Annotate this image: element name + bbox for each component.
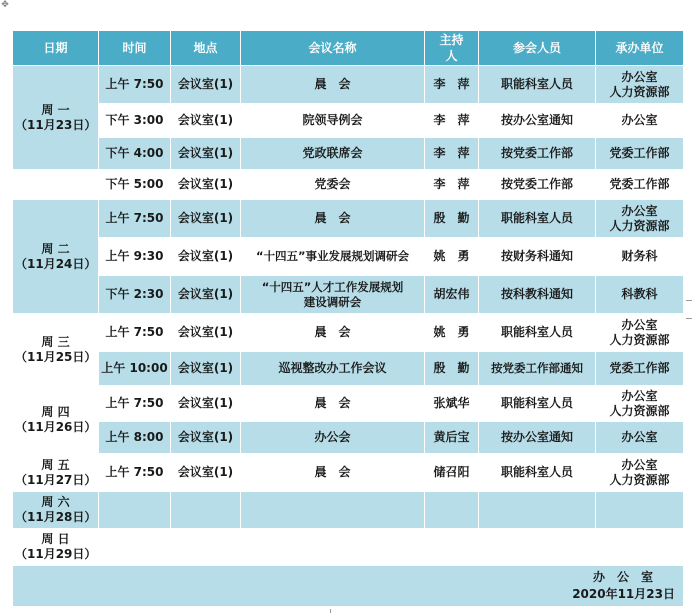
host-cell: 李 萍 [425, 66, 479, 104]
header-time: 时间 [99, 31, 171, 66]
place-cell: 会议室(1) [171, 170, 241, 200]
host-cell: 李 萍 [425, 138, 479, 170]
meeting-name-cell: 党委会 [241, 170, 425, 200]
empty-cell [425, 492, 479, 529]
host-cell: 殷 勤 [425, 352, 479, 386]
attendees-cell: 职能科室人员 [479, 200, 596, 238]
time-cell: 下午 5:00 [99, 170, 171, 200]
place-cell: 会议室(1) [171, 276, 241, 314]
place-cell: 会议室(1) [171, 200, 241, 238]
attendees-cell: 按科教科通知 [479, 276, 596, 314]
day-cell-empty [13, 170, 99, 200]
margin-marker [686, 300, 692, 301]
place-cell: 会议室(1) [171, 238, 241, 276]
empty-cell [99, 529, 171, 566]
time-cell: 下午 3:00 [99, 104, 171, 138]
place-cell: 会议室(1) [171, 314, 241, 352]
table-row [13, 138, 684, 170]
day-date: （11月23日） [15, 117, 97, 132]
host-cell: 李 萍 [425, 104, 479, 138]
table-row [13, 276, 684, 314]
unit-line: 人力资源部 [609, 472, 670, 487]
empty-cell [479, 492, 596, 529]
attendees-cell: 按党委工作部 [479, 170, 596, 200]
unit-cell [596, 200, 684, 238]
empty-cell [241, 492, 425, 529]
empty-cell [171, 529, 241, 566]
footer-org: 办 公 室 [592, 570, 653, 584]
unit-line: 办公室 [621, 317, 658, 332]
day-cell-wednesday [13, 314, 99, 386]
day-cell-sunday [13, 529, 99, 566]
day-cell-saturday [13, 492, 99, 529]
place-cell: 会议室(1) [171, 422, 241, 454]
time-cell: 上午 7:50 [99, 454, 171, 492]
unit-line: 办公室 [621, 203, 658, 218]
footer-signature [13, 566, 684, 607]
place-cell: 会议室(1) [171, 352, 241, 386]
meeting-schedule-table [12, 30, 684, 607]
header-meeting-name: 会议名称 [241, 31, 425, 66]
unit-cell [596, 314, 684, 352]
time-cell: 上午 10:00 [99, 352, 171, 386]
table-row [13, 314, 684, 352]
attendees-cell: 按财务科通知 [479, 238, 596, 276]
unit-cell: 财务科 [596, 238, 684, 276]
meeting-name-line: “十四五”人才工作发展规划 [261, 279, 404, 294]
unit-cell: 办公室 [596, 422, 684, 454]
host-cell: 张斌华 [425, 386, 479, 422]
day-label: 周 一 [41, 102, 70, 117]
attendees-cell: 按办公室通知 [479, 104, 596, 138]
meeting-name-cell: 晨 会 [241, 200, 425, 238]
attendees-cell: 职能科室人员 [479, 386, 596, 422]
unit-line: 人力资源部 [609, 403, 670, 418]
header-unit: 承办单位 [596, 31, 684, 66]
table-row [13, 529, 684, 566]
unit-cell [596, 454, 684, 492]
empty-cell [171, 492, 241, 529]
empty-cell [241, 529, 425, 566]
day-date: （11月29日） [15, 547, 97, 561]
unit-cell: 办公室 [596, 104, 684, 138]
place-cell: 会议室(1) [171, 386, 241, 422]
meeting-name-cell: 晨 会 [241, 66, 425, 104]
meeting-name-cell: 党政联席会 [241, 138, 425, 170]
day-label: 周 四 [41, 404, 70, 419]
day-cell-friday [13, 454, 99, 492]
table-anchor-icon[interactable]: ✥ [1, 0, 9, 10]
unit-cell: 科教科 [596, 276, 684, 314]
meeting-name-cell: 晨 会 [241, 386, 425, 422]
host-cell: 姚 勇 [425, 314, 479, 352]
time-cell: 上午 7:50 [99, 314, 171, 352]
attendees-cell: 职能科室人员 [479, 66, 596, 104]
place-cell: 会议室(1) [171, 454, 241, 492]
place-cell: 会议室(1) [171, 104, 241, 138]
place-cell: 会议室(1) [171, 66, 241, 104]
meeting-name-cell: 晨 会 [241, 314, 425, 352]
time-cell: 上午 7:50 [99, 200, 171, 238]
meeting-name-cell [241, 276, 425, 314]
unit-line: 办公室 [621, 457, 658, 472]
table-row [13, 454, 684, 492]
meeting-name-cell: 办公会 [241, 422, 425, 454]
attendees-cell: 职能科室人员 [479, 454, 596, 492]
unit-line: 人力资源部 [609, 218, 670, 233]
meeting-name-cell: 晨 会 [241, 454, 425, 492]
day-label: 周 三 [41, 334, 70, 349]
table-row [13, 66, 684, 104]
day-cell-tuesday [13, 200, 99, 314]
attendees-cell: 职能科室人员 [479, 314, 596, 352]
table-header-row [13, 31, 684, 66]
day-label: 周 二 [41, 241, 70, 256]
day-date: （11月27日） [15, 472, 97, 487]
header-attendees: 参会人员 [479, 31, 596, 66]
empty-cell [425, 529, 479, 566]
meeting-name-cell: 巡视整改办工作会议 [241, 352, 425, 386]
day-cell-thursday [13, 386, 99, 454]
footer-date: 2020年11月23日 [572, 587, 675, 601]
header-host: 主持人 [425, 31, 479, 66]
time-cell: 上午 8:00 [99, 422, 171, 454]
footer-row [13, 566, 684, 607]
unit-line: 人力资源部 [609, 332, 670, 347]
host-cell: 姚 勇 [425, 238, 479, 276]
day-label: 周 六 [41, 495, 70, 509]
table-row [13, 104, 684, 138]
table-row [13, 422, 684, 454]
attendees-cell: 按党委工作部 [479, 138, 596, 170]
unit-cell: 党委工作部 [596, 170, 684, 200]
empty-cell [596, 529, 684, 566]
unit-cell: 党委工作部 [596, 352, 684, 386]
day-label: 周 日 [41, 532, 70, 546]
table-row [13, 238, 684, 276]
margin-marker [686, 318, 692, 319]
time-cell: 上午 9:30 [99, 238, 171, 276]
attendees-cell: 按党委工作部通知 [479, 352, 596, 386]
host-cell: 黄后宝 [425, 422, 479, 454]
table-row [13, 352, 684, 386]
day-label: 周 五 [41, 457, 70, 472]
attendees-cell: 按办公室通知 [479, 422, 596, 454]
day-date: （11月26日） [15, 419, 97, 434]
unit-cell [596, 386, 684, 422]
day-date: （11月24日） [15, 256, 97, 271]
table-row [13, 386, 684, 422]
meeting-name-cell: 院领导例会 [241, 104, 425, 138]
place-cell: 会议室(1) [171, 138, 241, 170]
time-cell: 下午 2:30 [99, 276, 171, 314]
table-row [13, 170, 684, 200]
day-date: （11月28日） [15, 510, 97, 524]
empty-cell [596, 492, 684, 529]
unit-line: 办公室 [621, 69, 658, 84]
header-place: 地点 [171, 31, 241, 66]
meeting-name-cell: “十四五”事业发展规划调研会 [241, 238, 425, 276]
table-row [13, 200, 684, 238]
day-cell-monday [13, 66, 99, 170]
unit-line: 人力资源部 [609, 84, 670, 99]
empty-cell [99, 492, 171, 529]
margin-marker [330, 609, 331, 613]
unit-cell [596, 66, 684, 104]
host-cell: 储召阳 [425, 454, 479, 492]
host-cell: 殷 勤 [425, 200, 479, 238]
table-row [13, 492, 684, 529]
empty-cell [479, 529, 596, 566]
header-date: 日期 [13, 31, 99, 66]
host-cell: 李 萍 [425, 170, 479, 200]
host-cell: 胡宏伟 [425, 276, 479, 314]
day-date: （11月25日） [15, 349, 97, 364]
unit-cell: 党委工作部 [596, 138, 684, 170]
time-cell: 上午 7:50 [99, 66, 171, 104]
unit-line: 办公室 [621, 388, 658, 403]
time-cell: 上午 7:50 [99, 386, 171, 422]
meeting-name-line: 建设调研会 [303, 294, 362, 309]
time-cell: 下午 4:00 [99, 138, 171, 170]
